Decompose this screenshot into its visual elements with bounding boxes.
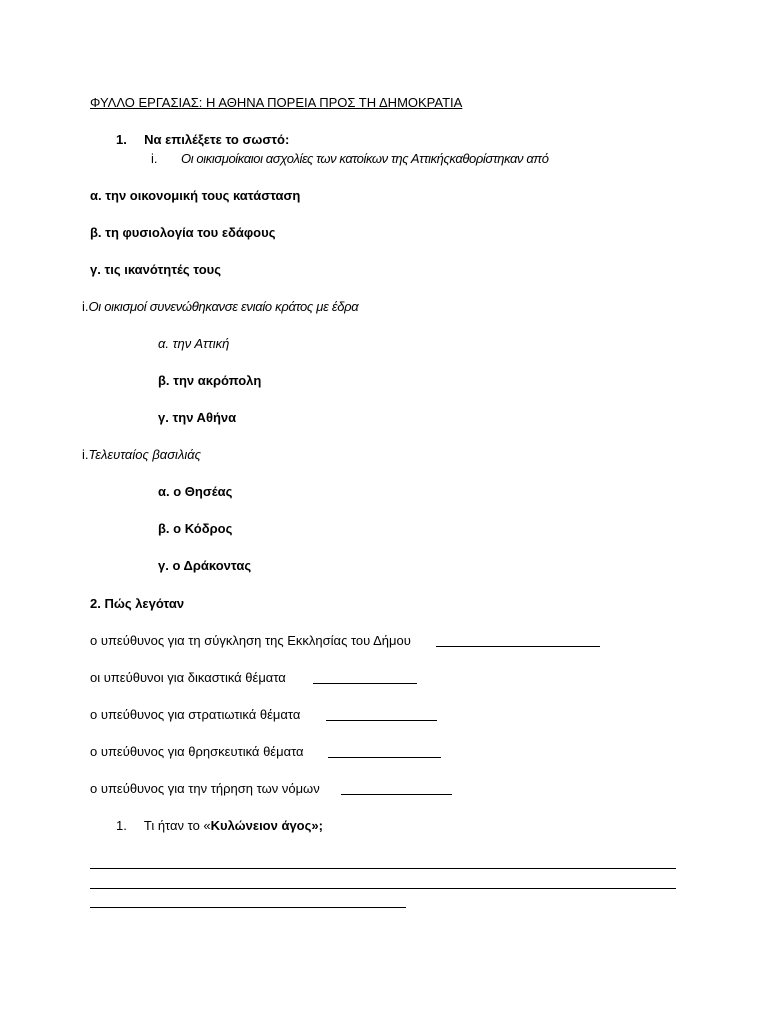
- q1-sub2-option-b: β. την ακρόπολη: [158, 373, 262, 388]
- q2-item-5: ο υπεύθυνος για την τήρηση των νόμων: [90, 781, 320, 796]
- q1-sub2-marker: i.: [82, 299, 89, 314]
- q1-sub2-text: Οι οικισμοί συνενώθηκανσε ενιαίο κράτος με έδρα: [88, 299, 359, 314]
- q3-prefix: Τι ήταν το «: [143, 818, 211, 833]
- q1-sub1-option-b: β. τη φυσιολογία του εδάφους: [90, 225, 276, 240]
- q2-item-2-blank[interactable]: [313, 683, 417, 684]
- q2-item-3: ο υπεύθυνος για στρατιωτικά θέματα: [90, 707, 301, 722]
- q1-sub1-option-a: α. την οικονομική τους κατάσταση: [90, 188, 301, 203]
- q1-sub3-marker: i.: [82, 447, 89, 462]
- q1-heading: Να επιλέξετε το σωστό:: [144, 132, 290, 147]
- q2-item-5-blank[interactable]: [341, 794, 452, 795]
- q1-number: 1.: [116, 132, 127, 147]
- q2-heading: 2. Πώς λεγόταν: [90, 596, 185, 611]
- q1-sub1-option-c: γ. τις ικανότητές τους: [90, 262, 221, 277]
- page-title: ΦΥΛΛΟ ΕΡΓΑΣΙΑΣ: Η ΑΘΗΝΑ ΠΟΡΕΙΑ ΠΡΟΣ ΤΗ ΔΗΜΟΚΡΑΤΙΑ: [90, 95, 463, 110]
- q3-number: 1.: [116, 818, 127, 833]
- q3-term: Κυλώνειον άγος»;: [210, 818, 323, 833]
- answer-line-1[interactable]: [90, 868, 676, 869]
- q2-item-3-blank[interactable]: [326, 720, 437, 721]
- q1-sub2-row: [82, 299, 358, 315]
- q1-sub3-row: [82, 447, 201, 463]
- q2-item-2: οι υπεύθυνοι για δικαστικά θέματα: [90, 670, 286, 685]
- q1-sub3-option-a: α. ο Θησέας: [158, 484, 233, 499]
- q1-sub1-text: Οι οικισμοίκαιοι ασχολίες των κατοίκων της Αττικήςκαθορίστηκαν από: [181, 151, 549, 166]
- q1-sub3-option-b: β. ο Κόδρος: [158, 521, 233, 536]
- q1-sub2-option-a: α. την Αττική: [158, 336, 230, 351]
- q2-item-4-blank[interactable]: [328, 757, 441, 758]
- q1-sub1-row: [151, 151, 158, 167]
- answer-line-2[interactable]: [90, 888, 676, 889]
- q2-item-1-blank[interactable]: [436, 646, 600, 647]
- answer-line-3[interactable]: [90, 907, 406, 908]
- q2-item-4: ο υπεύθυνος για θρησκευτικά θέματα: [90, 744, 304, 759]
- q1-heading-row: [116, 132, 289, 148]
- q3-row: [116, 818, 323, 834]
- q1-sub1-marker: i.: [151, 151, 158, 166]
- q1-sub3-text: Τελευταίος βασιλιάς: [88, 447, 201, 462]
- q2-item-1: ο υπεύθυνος για τη σύγκληση της Εκκλησίας του Δήμου: [90, 633, 411, 648]
- q1-sub3-option-c: γ. ο Δράκοντας: [158, 558, 252, 573]
- q1-sub2-option-c: γ. την Αθήνα: [158, 410, 237, 425]
